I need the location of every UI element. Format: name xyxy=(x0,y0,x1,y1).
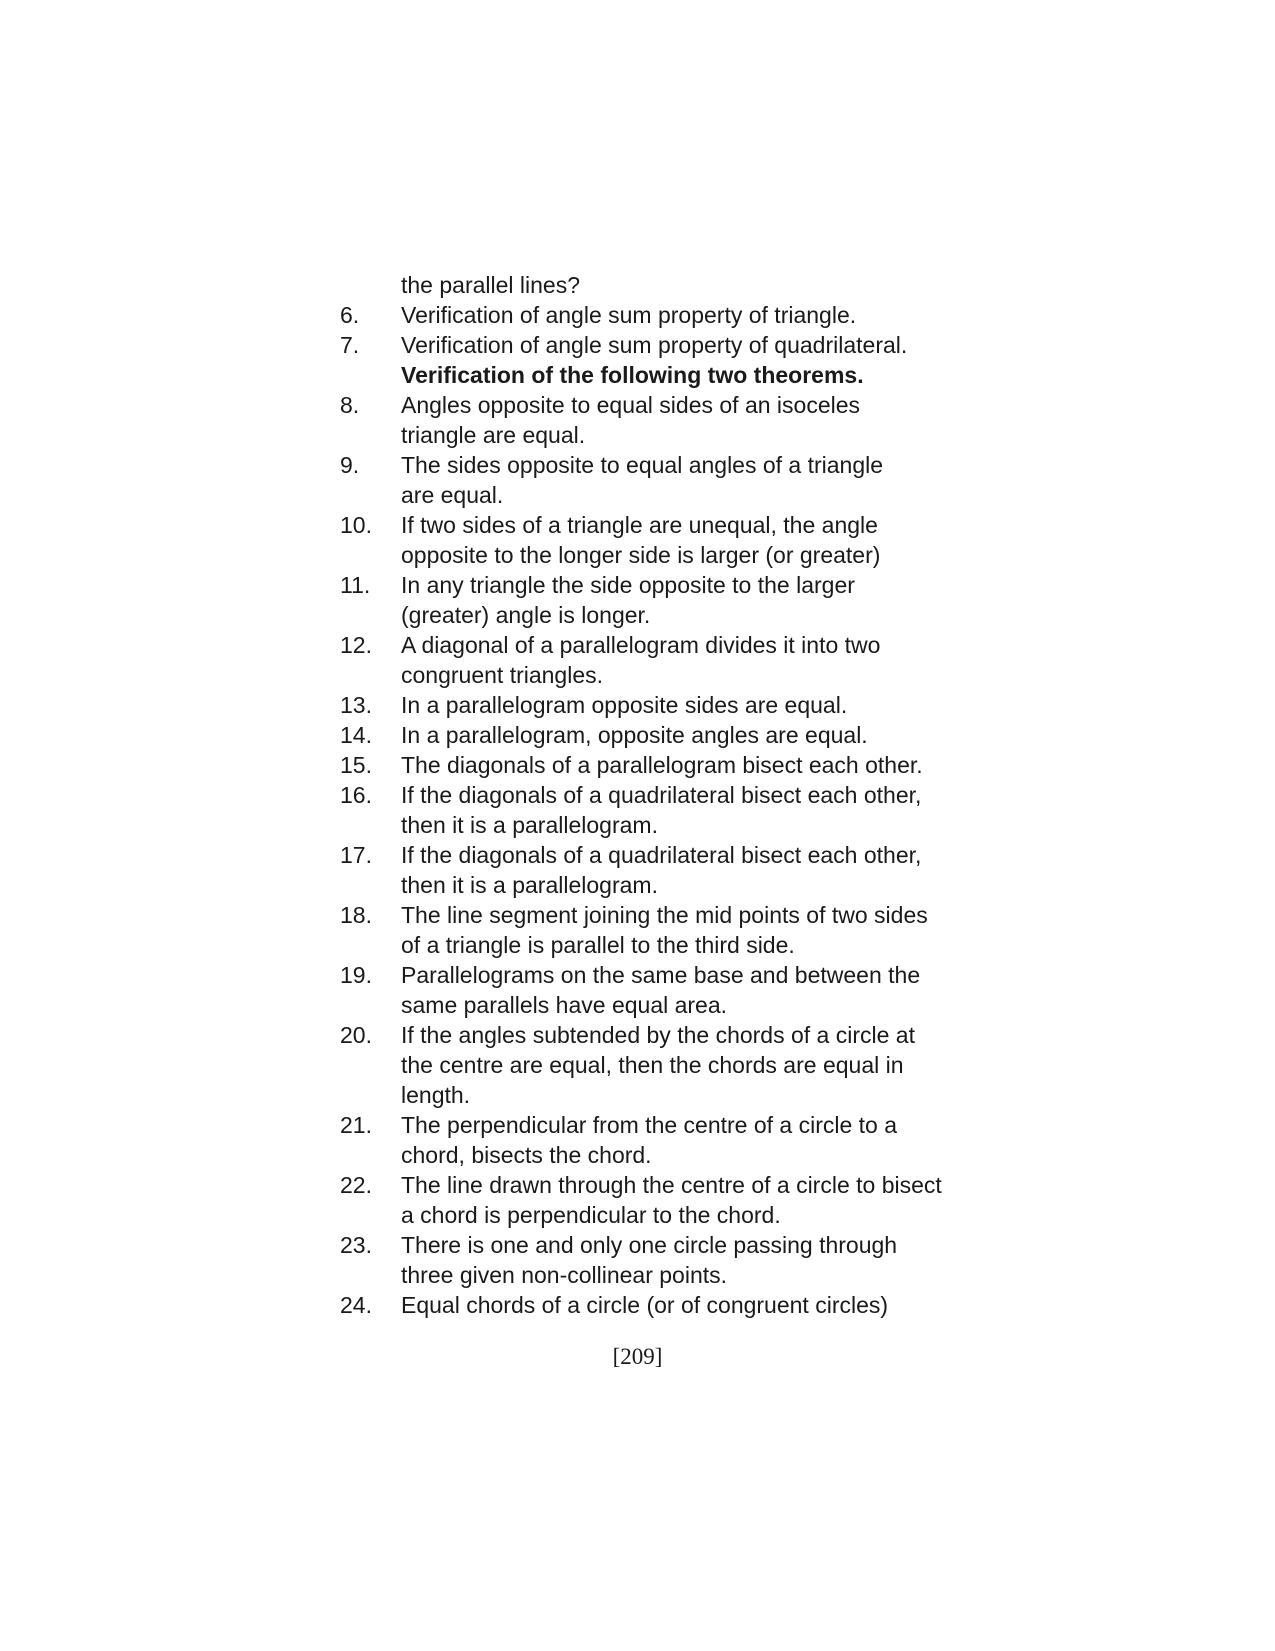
text-line: same parallels have equal area. xyxy=(401,992,728,1018)
item-text xyxy=(401,840,932,900)
item-number: 10. xyxy=(340,512,372,538)
text-line: The line drawn through the centre of a circle to bisect xyxy=(401,1172,942,1198)
list-item xyxy=(340,960,932,1020)
text-line: the parallel lines? xyxy=(401,272,581,298)
item-number: 22. xyxy=(340,1172,372,1198)
item-text xyxy=(401,1170,942,1230)
text-line: chord, bisects the chord. xyxy=(401,1142,652,1168)
text-line: Parallelograms on the same base and between the xyxy=(401,962,921,988)
list-item xyxy=(340,630,932,690)
list-item xyxy=(340,330,932,360)
text-line: If the angles subtended by the chords of a circle at xyxy=(401,1022,915,1048)
list-item xyxy=(340,900,932,960)
page-number: [209] xyxy=(612,1344,663,1369)
item-number: 21. xyxy=(340,1112,372,1138)
text-line: A diagonal of a parallelogram divides it into two xyxy=(401,632,881,658)
list-item xyxy=(340,450,932,510)
text-line: In a parallelogram, opposite angles are equal. xyxy=(401,722,868,748)
item-number: 11. xyxy=(340,572,371,598)
text-line: The perpendicular from the centre of a circle to a xyxy=(401,1112,898,1138)
list-item xyxy=(340,1230,932,1290)
item-number: 8. xyxy=(340,392,360,418)
item-text xyxy=(401,900,932,960)
item-number: 16. xyxy=(340,782,372,808)
item-number: 17. xyxy=(340,842,372,868)
item-number: 12. xyxy=(340,632,372,658)
text-line: The sides opposite to equal angles of a triangle xyxy=(401,452,884,478)
item-text xyxy=(401,570,932,630)
item-number: 23. xyxy=(340,1232,372,1258)
list-item xyxy=(340,390,932,450)
list-item xyxy=(340,1290,932,1320)
item-text xyxy=(401,960,932,1020)
list-item xyxy=(340,780,932,840)
text-line: then it is a parallelogram. xyxy=(401,812,658,838)
text-line: opposite to the longer side is larger (or greater) xyxy=(401,542,881,568)
list-item xyxy=(340,570,932,630)
item-text xyxy=(401,330,932,360)
text-line: of a triangle is parallel to the third side. xyxy=(401,932,795,958)
item-number: 14. xyxy=(340,722,372,748)
item-text xyxy=(401,510,932,570)
item-number: 15. xyxy=(340,752,372,778)
text-line: The line segment joining the mid points of two sides xyxy=(401,902,928,928)
item-text xyxy=(401,450,932,510)
list-item xyxy=(340,510,932,570)
item-text xyxy=(401,1290,932,1320)
list-item xyxy=(340,750,932,780)
text-line: a chord is perpendicular to the chord. xyxy=(401,1202,781,1228)
list-item xyxy=(340,1110,932,1170)
text-line: Angles opposite to equal sides of an isoceles xyxy=(401,392,861,418)
item-text xyxy=(401,780,932,840)
list-item xyxy=(340,690,932,720)
text-line: three given non-collinear points. xyxy=(401,1262,728,1288)
item-text xyxy=(401,1020,932,1110)
item-number: 19. xyxy=(340,962,372,988)
text-line: congruent triangles. xyxy=(401,662,604,688)
text-line: If the diagonals of a quadrilateral bisect each other, xyxy=(401,782,922,808)
item-number: 6. xyxy=(340,302,360,328)
text-line: Verification of angle sum property of quadrilateral. xyxy=(401,332,908,358)
text-line: Verification of the following two theorems. xyxy=(401,362,864,388)
text-line: In any triangle the side opposite to the larger xyxy=(401,572,855,598)
list-item xyxy=(340,720,932,750)
item-text xyxy=(401,750,932,780)
text-line: the centre are equal, then the chords are equal in xyxy=(401,1052,904,1078)
text-line: The diagonals of a parallelogram bisect each other. xyxy=(401,752,923,778)
item-number: 24. xyxy=(340,1292,372,1318)
item-text xyxy=(401,270,932,300)
item-text xyxy=(401,1230,932,1290)
item-text xyxy=(401,300,932,330)
list-item xyxy=(340,270,932,300)
item-text xyxy=(401,690,932,720)
item-number: 9. xyxy=(340,452,360,478)
list-item xyxy=(340,300,932,330)
text-line: In a parallelogram opposite sides are equal. xyxy=(401,692,848,718)
list-item xyxy=(340,1020,932,1110)
theorem-list xyxy=(340,270,942,1320)
text-line: Verification of angle sum property of triangle. xyxy=(401,302,857,328)
text-line: If the diagonals of a quadrilateral bisect each other, xyxy=(401,842,922,868)
text-line: are equal. xyxy=(401,482,504,508)
text-line: There is one and only one circle passing through xyxy=(401,1232,898,1258)
text-line: (greater) angle is longer. xyxy=(401,602,651,628)
item-number: 13. xyxy=(340,692,372,718)
item-number: 18. xyxy=(340,902,372,928)
item-text xyxy=(401,390,932,450)
text-line: Equal chords of a circle (or of congruent circles) xyxy=(401,1292,889,1318)
list-item xyxy=(340,360,932,390)
section-heading xyxy=(401,360,932,390)
item-text xyxy=(401,630,932,690)
item-number: 7. xyxy=(340,332,360,358)
text-line: length. xyxy=(401,1082,471,1108)
list-item xyxy=(340,840,932,900)
list-item xyxy=(340,1170,942,1230)
text-line: then it is a parallelogram. xyxy=(401,872,658,898)
text-line: If two sides of a triangle are unequal, the angle xyxy=(401,512,878,538)
item-text xyxy=(401,720,932,750)
item-text xyxy=(401,1110,932,1170)
text-line: triangle are equal. xyxy=(401,422,586,448)
item-number: 20. xyxy=(340,1022,372,1048)
